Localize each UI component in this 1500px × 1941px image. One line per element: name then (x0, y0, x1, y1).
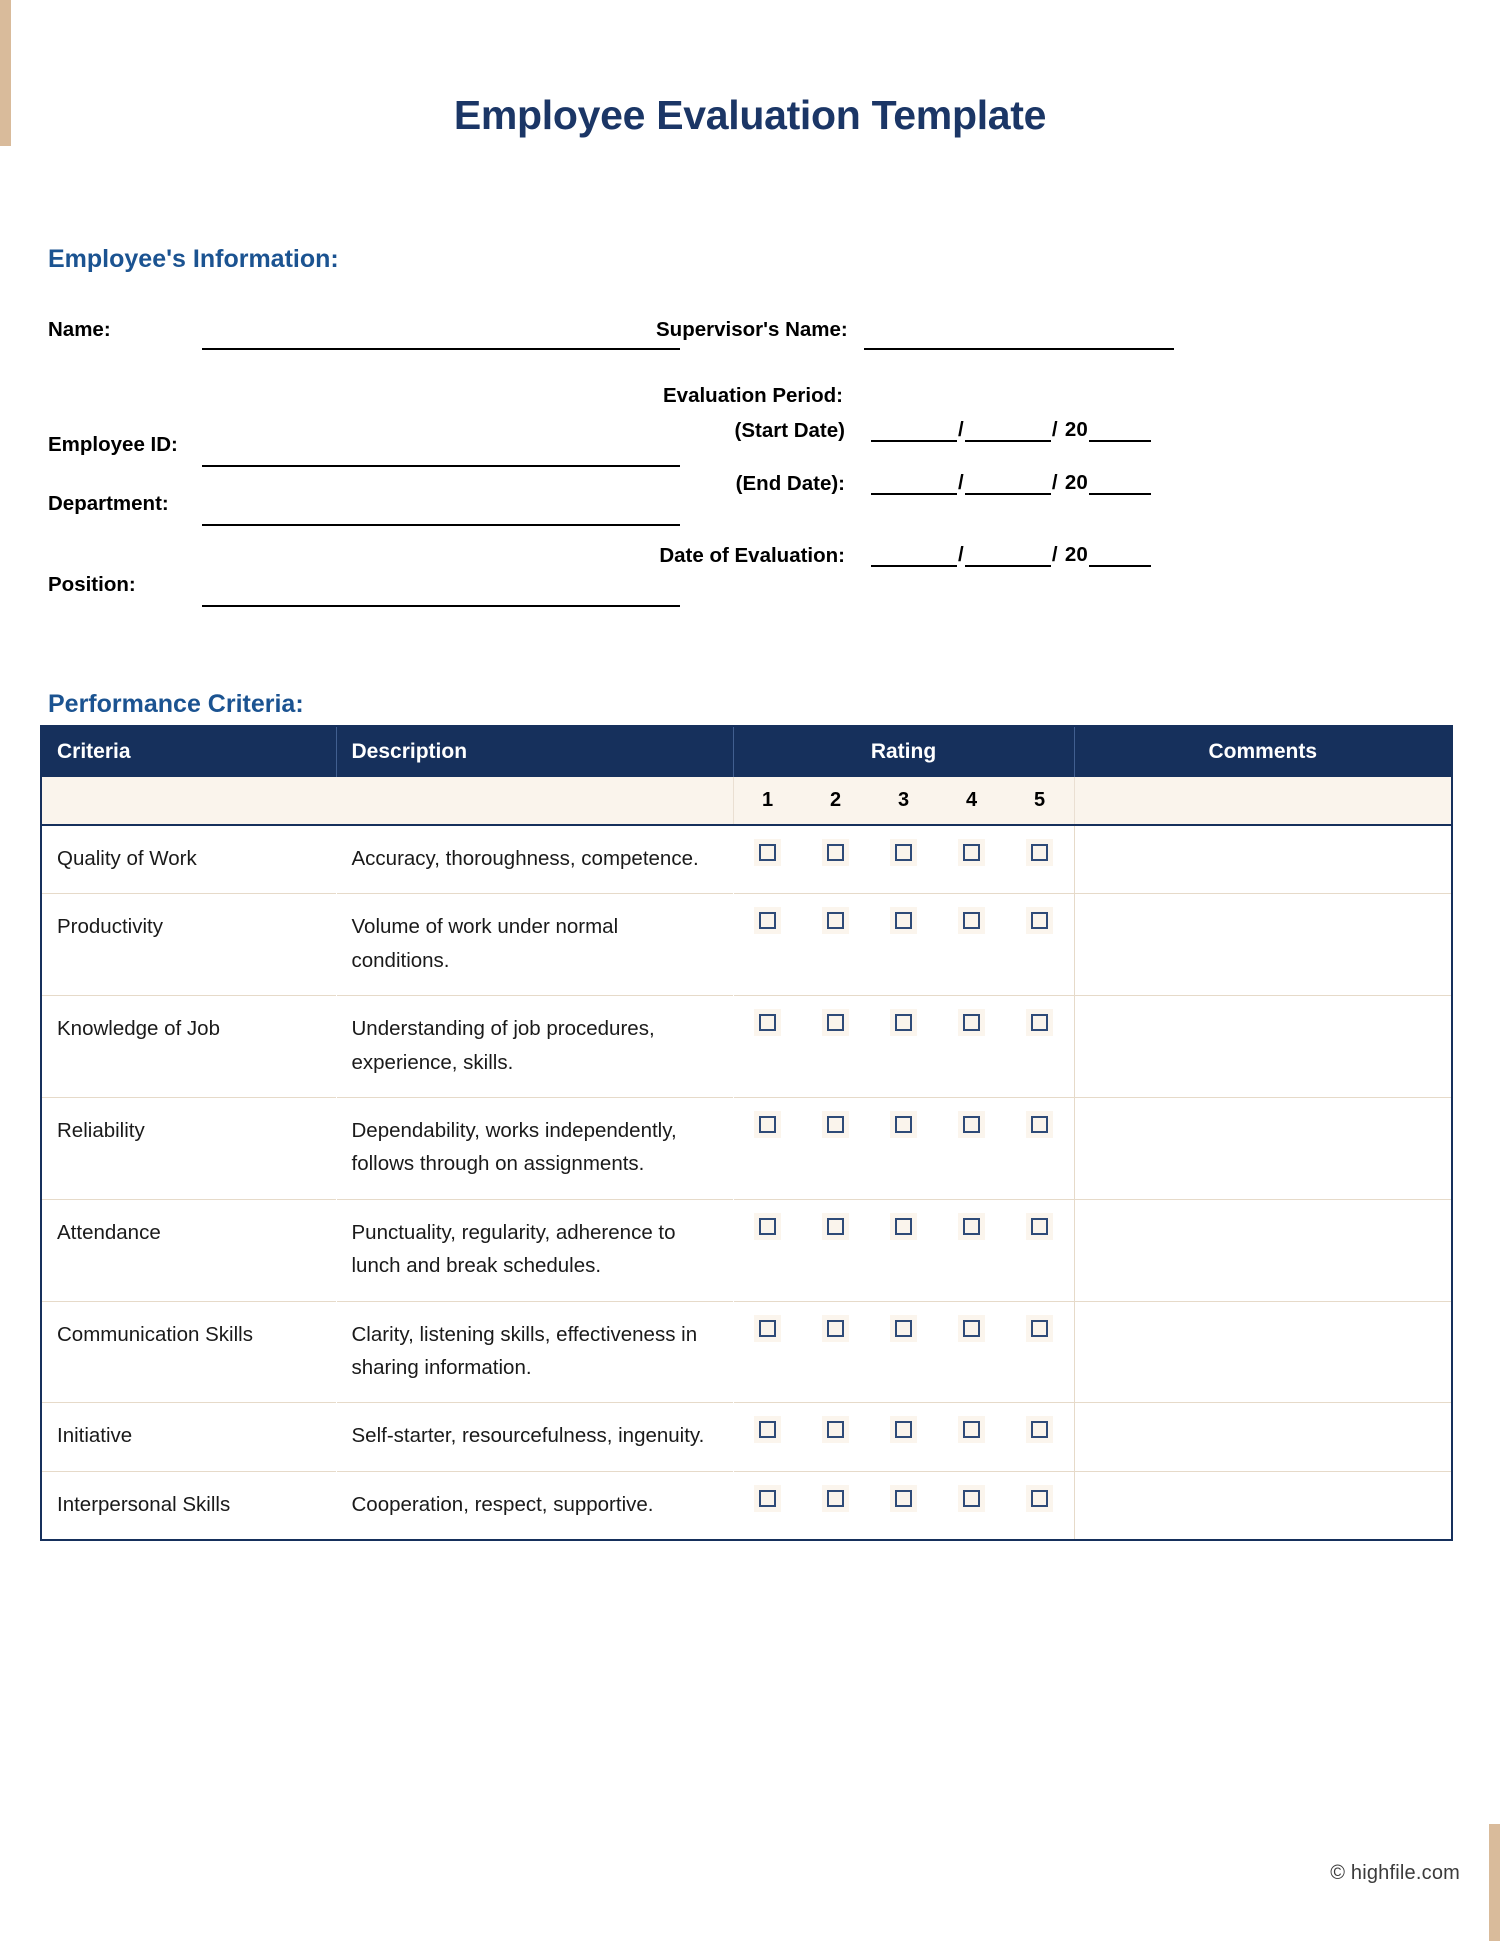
rating-slot-4 (938, 1116, 1006, 1133)
input-start-date[interactable] (871, 418, 1151, 442)
label-employee-id: Employee ID: (48, 433, 178, 456)
rating-slot-1 (734, 1421, 802, 1438)
rating-checkbox-4[interactable] (963, 1218, 980, 1235)
rating-checkbox-2[interactable] (827, 1116, 844, 1133)
rating-checkbox-3[interactable] (895, 1014, 912, 1031)
page-title: Employee Evaluation Template (453, 92, 1047, 138)
label-department: Department: (48, 492, 169, 515)
rating-checkbox-group (733, 1403, 1074, 1471)
start-date-year-prefix: 20 (1064, 418, 1089, 441)
rating-slot-2 (802, 844, 870, 861)
rating-checkbox-4[interactable] (963, 1116, 980, 1133)
input-supervisor-name[interactable] (864, 348, 1174, 350)
rating-checkbox-group (733, 894, 1074, 996)
criteria-name: Attendance (41, 1199, 336, 1301)
criteria-name: Quality of Work (41, 825, 336, 894)
rating-slot-2 (802, 1218, 870, 1235)
evaluation-date-separator-2: / (1051, 543, 1058, 566)
rating-checkbox-1[interactable] (759, 1320, 776, 1337)
rating-checkbox-2[interactable] (827, 1218, 844, 1235)
rating-slot-2 (802, 1014, 870, 1031)
rating-slot-1 (734, 1116, 802, 1133)
rating-slot-3 (870, 1014, 938, 1031)
rating-slot-4 (938, 1421, 1006, 1438)
label-position: Position: (48, 573, 136, 596)
rating-checkbox-1[interactable] (759, 1490, 776, 1507)
criteria-name: Initiative (41, 1403, 336, 1471)
input-end-date[interactable] (871, 471, 1151, 495)
rating-checkbox-4[interactable] (963, 1490, 980, 1507)
performance-criteria-heading: Performance Criteria: (48, 690, 304, 718)
evaluation-date-month[interactable] (965, 565, 1051, 567)
criteria-name: Interpersonal Skills (41, 1471, 336, 1540)
table-row (41, 996, 1452, 1098)
rating-checkbox-4[interactable] (963, 1421, 980, 1438)
rating-slot-1 (734, 1320, 802, 1337)
rating-slot-5 (1006, 1320, 1074, 1337)
column-header-criteria: Criteria (41, 726, 336, 777)
label-supervisor-name: Supervisor's Name: (656, 318, 848, 341)
input-department[interactable] (202, 524, 680, 526)
criteria-name: Knowledge of Job (41, 996, 336, 1098)
table-row (41, 1471, 1452, 1540)
criteria-description: Cooperation, respect, supportive. (336, 1471, 733, 1540)
rating-checkbox-2[interactable] (827, 912, 844, 929)
rating-slot-5 (1006, 1421, 1074, 1438)
table-row (41, 825, 1452, 894)
criteria-description: Accuracy, thoroughness, competence. (336, 825, 733, 894)
rating-slot-2 (802, 1490, 870, 1507)
label-name: Name: (48, 318, 111, 341)
label-date-of-evaluation: Date of Evaluation: (659, 544, 845, 567)
start-date-separator-1: / (958, 418, 964, 441)
rating-checkbox-1[interactable] (759, 1218, 776, 1235)
rating-checkbox-1[interactable] (759, 1116, 776, 1133)
rating-slot-2 (802, 912, 870, 929)
label-end-date: (End Date): (735, 472, 845, 495)
rating-slot-4 (938, 1320, 1006, 1337)
rating-checkbox-4[interactable] (963, 912, 980, 929)
criteria-description: Clarity, listening skills, effectiveness in sharing information. (336, 1301, 733, 1403)
end-date-separator-2: / (1051, 471, 1058, 494)
rating-checkbox-1[interactable] (759, 1421, 776, 1438)
rating-checkbox-3[interactable] (895, 912, 912, 929)
rating-slot-2 (802, 1116, 870, 1133)
rating-checkbox-3[interactable] (895, 1490, 912, 1507)
comments-input[interactable] (1074, 1301, 1452, 1403)
rating-slot-5 (1006, 912, 1074, 929)
criteria-description: Punctuality, regularity, adherence to lunch and break schedules. (336, 1199, 733, 1301)
input-position[interactable] (202, 605, 680, 607)
comments-input[interactable] (1074, 825, 1452, 894)
rating-checkbox-1[interactable] (759, 1014, 776, 1031)
rating-checkbox-2[interactable] (827, 844, 844, 861)
rating-slot-3 (870, 1490, 938, 1507)
rating-checkbox-2[interactable] (827, 1490, 844, 1507)
rating-scale-blank-comments (1074, 777, 1452, 825)
rating-checkbox-2[interactable] (827, 1014, 844, 1031)
rating-slot-5 (1006, 1116, 1074, 1133)
rating-checkbox-4[interactable] (963, 844, 980, 861)
rating-scale-number-3: 3 (897, 789, 910, 811)
rating-slot-1 (734, 844, 802, 861)
input-employee-id[interactable] (202, 465, 680, 467)
rating-scale-blank-criteria (41, 777, 336, 825)
rating-slot-5 (1006, 844, 1074, 861)
rating-checkbox-3[interactable] (895, 844, 912, 861)
table-header-row (41, 726, 1452, 777)
rating-slot-1 (734, 1014, 802, 1031)
rating-checkbox-4[interactable] (963, 1014, 980, 1031)
input-name[interactable] (202, 348, 680, 350)
comments-input[interactable] (1074, 1199, 1452, 1301)
rating-checkbox-group (733, 825, 1074, 894)
label-start-date: (Start Date) (734, 419, 845, 442)
column-header-comments: Comments (1074, 726, 1452, 777)
label-evaluation-period: Evaluation Period: (663, 384, 843, 407)
rating-checkbox-group (733, 996, 1074, 1098)
comments-input[interactable] (1074, 1098, 1452, 1200)
rating-checkbox-group (733, 1199, 1074, 1301)
table-row (41, 1301, 1452, 1403)
rating-slot-3 (870, 1116, 938, 1133)
rating-slot-4 (938, 1218, 1006, 1235)
table-row (41, 1403, 1452, 1471)
rating-slot-5 (1006, 1218, 1074, 1235)
performance-criteria-table (40, 725, 1453, 1541)
column-header-rating: Rating (733, 726, 1074, 777)
rating-checkbox-3[interactable] (895, 1421, 912, 1438)
start-date-separator-2: / (1051, 418, 1058, 441)
comments-input[interactable] (1074, 996, 1452, 1098)
rating-scale-number-5: 5 (1033, 789, 1046, 811)
comments-input[interactable] (1074, 1471, 1452, 1540)
rating-scale-numbers (733, 777, 1074, 825)
footer-credit: © highfile.com (1330, 1862, 1460, 1884)
end-date-year[interactable] (1089, 493, 1151, 495)
rating-checkbox-5[interactable] (1031, 1490, 1048, 1507)
criteria-description: Dependability, works independently, follows through on assignments. (336, 1098, 733, 1200)
rating-scale-row (41, 777, 1452, 825)
rating-checkbox-1[interactable] (759, 912, 776, 929)
end-date-year-prefix: 20 (1064, 471, 1089, 494)
criteria-name: Communication Skills (41, 1301, 336, 1403)
rating-slot-2 (802, 1320, 870, 1337)
rating-checkbox-5[interactable] (1031, 844, 1048, 861)
input-date-of-evaluation[interactable] (871, 543, 1151, 567)
rating-checkbox-3[interactable] (895, 1116, 912, 1133)
criteria-description: Volume of work under normal conditions. (336, 894, 733, 996)
table-row (41, 894, 1452, 996)
criteria-name: Reliability (41, 1098, 336, 1200)
rating-checkbox-4[interactable] (963, 1320, 980, 1337)
rating-checkbox-group (733, 1301, 1074, 1403)
rating-checkbox-2[interactable] (827, 1320, 844, 1337)
rating-checkbox-3[interactable] (895, 1320, 912, 1337)
rating-scale-number-4: 4 (965, 789, 978, 811)
start-date-day[interactable] (871, 440, 957, 442)
start-date-year[interactable] (1089, 440, 1151, 442)
rating-slot-1 (734, 1490, 802, 1507)
criteria-description: Self-starter, resourcefulness, ingenuity. (336, 1403, 733, 1471)
rating-slot-3 (870, 1320, 938, 1337)
rating-scale-number-1: 1 (761, 789, 774, 811)
rating-checkbox-5[interactable] (1031, 1320, 1048, 1337)
comments-input[interactable] (1074, 1403, 1452, 1471)
rating-slot-3 (870, 844, 938, 861)
evaluation-date-separator-1: / (958, 543, 964, 566)
rating-slot-3 (870, 1218, 938, 1235)
employee-information-heading: Employee's Information: (48, 245, 339, 273)
rating-scale-blank-description (336, 777, 733, 825)
rating-slot-4 (938, 912, 1006, 929)
evaluation-date-year-prefix: 20 (1064, 543, 1089, 566)
rating-checkbox-5[interactable] (1031, 1116, 1048, 1133)
employee-information-section (0, 0, 1500, 660)
rating-slot-5 (1006, 1014, 1074, 1031)
criteria-name: Productivity (41, 894, 336, 996)
end-date-day[interactable] (871, 493, 957, 495)
start-date-month[interactable] (965, 440, 1051, 442)
criteria-description: Understanding of job procedures, experience, skills. (336, 996, 733, 1098)
comments-input[interactable] (1074, 894, 1452, 996)
rating-slot-5 (1006, 1490, 1074, 1507)
end-date-separator-1: / (958, 471, 964, 494)
rating-checkbox-5[interactable] (1031, 1218, 1048, 1235)
end-date-month[interactable] (965, 493, 1051, 495)
rating-slot-3 (870, 1421, 938, 1438)
rating-slot-3 (870, 912, 938, 929)
rating-slot-4 (938, 1490, 1006, 1507)
rating-checkbox-1[interactable] (759, 844, 776, 861)
evaluation-date-day[interactable] (871, 565, 957, 567)
rating-slot-4 (938, 844, 1006, 861)
table-row (41, 1199, 1452, 1301)
rating-slot-1 (734, 912, 802, 929)
rating-scale-number-2: 2 (829, 789, 842, 811)
column-header-description: Description (336, 726, 733, 777)
rating-checkbox-5[interactable] (1031, 1014, 1048, 1031)
rating-checkbox-5[interactable] (1031, 1421, 1048, 1438)
rating-checkbox-group (733, 1471, 1074, 1540)
table-row (41, 1098, 1452, 1200)
evaluation-date-year[interactable] (1089, 565, 1151, 567)
rating-checkbox-2[interactable] (827, 1421, 844, 1438)
rating-checkbox-group (733, 1098, 1074, 1200)
rating-checkbox-5[interactable] (1031, 912, 1048, 929)
rating-slot-1 (734, 1218, 802, 1235)
rating-checkbox-3[interactable] (895, 1218, 912, 1235)
rating-slot-4 (938, 1014, 1006, 1031)
rating-slot-2 (802, 1421, 870, 1438)
decorative-accent-bar-right (1489, 1824, 1500, 1941)
